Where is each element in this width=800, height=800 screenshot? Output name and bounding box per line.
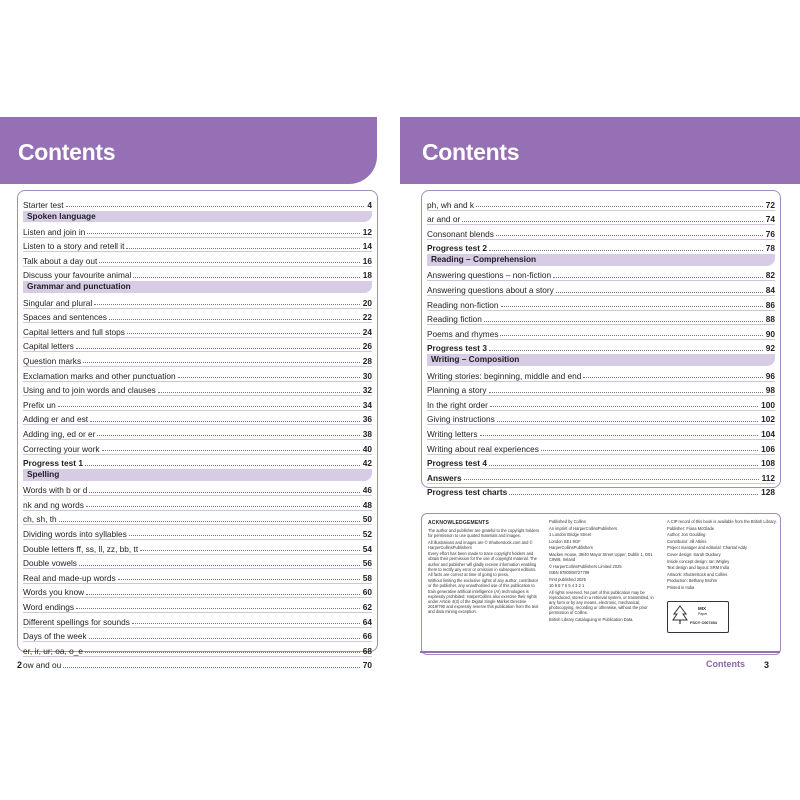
toc-entry: [23, 525, 372, 540]
toc-entry-label: Using and to join words and clauses: [23, 385, 156, 396]
dot-leader: [133, 277, 359, 278]
dot-leader: [89, 638, 360, 639]
toc-entry: [23, 267, 372, 281]
toc-entry-label: Listen and join in: [23, 226, 86, 237]
toc-entry-page: 48: [362, 499, 372, 510]
toc-entry-label: Writing about real experiences: [427, 443, 539, 454]
toc-entry-page: 104: [761, 428, 775, 439]
toc-entry: [427, 325, 775, 340]
toc-entry: [23, 584, 372, 599]
toc-entry: [23, 628, 372, 643]
credits-column: [667, 519, 777, 592]
toc-entry-label: nk and ng words: [23, 499, 84, 510]
toc-entry: [23, 569, 372, 584]
acknowledgement-text: Artwork: Shutterstock and Collins: [667, 571, 728, 577]
dot-leader: [89, 492, 359, 493]
toc-entry-label: Consonant blends: [427, 228, 494, 239]
toc-entry: [23, 540, 372, 555]
toc-entry-label: Progress test 3: [427, 343, 487, 354]
contents-list: [23, 196, 372, 670]
section-header: Grammar and punctuation: [23, 281, 372, 293]
acknowledgement-text: Project manager and editorial: Chantal Addy: [667, 545, 748, 551]
toc-entry-label: Talk about a day out: [23, 255, 98, 266]
acknowledgements-title: ACKNOWLEDGEMENTS: [428, 520, 489, 526]
toc-entry-page: 84: [765, 285, 775, 296]
toc-entry-page: 82: [765, 270, 775, 281]
toc-entry-page: 42: [362, 458, 372, 469]
toc-entry-label: Progress test 4: [427, 458, 487, 469]
toc-entry: [23, 396, 372, 411]
page-number: 2: [17, 660, 23, 670]
dot-leader: [501, 306, 763, 307]
dot-leader: [496, 235, 763, 236]
toc-entry-page: 102: [761, 414, 775, 425]
contents-box: [421, 190, 781, 498]
toc-entry-page: 62: [362, 601, 372, 612]
toc-entry-page: 20: [362, 297, 372, 308]
toc-entry: [23, 196, 372, 210]
contents-banner: [0, 117, 377, 184]
dot-leader: [509, 494, 758, 495]
publisher-column: [549, 519, 659, 624]
toc-entry-label: Singular and plural: [23, 297, 93, 308]
toc-entry: [427, 367, 775, 382]
toc-entry-label: In the right order: [427, 399, 488, 410]
dot-leader: [489, 350, 763, 351]
acknowledgements-box: [421, 513, 781, 655]
toc-entry-label: Progress test 2: [427, 243, 487, 254]
toc-entry-label: ar and or: [427, 214, 461, 225]
toc-entry-page: 72: [765, 199, 775, 210]
acknowledgement-text: Every effort has been made to trace copyright holders and obtain their permission for the use of copyright material. The author and publisher will gladly receive information enabling them to rectify any error or omission in subsequent editions. All facts are correct at time of going to press.: [428, 551, 537, 577]
toc-entry-page: 50: [362, 514, 372, 525]
toc-entry-label: Correcting your work: [23, 443, 100, 454]
toc-entry-page: 92: [765, 343, 775, 354]
toc-entry-page: 90: [765, 328, 775, 339]
toc-entry-label: Planning a story: [427, 385, 487, 396]
toc-entry: [427, 484, 775, 498]
toc-entry: [427, 469, 775, 484]
toc-entry-page: 74: [765, 214, 775, 225]
toc-entry-page: 68: [362, 645, 372, 656]
dot-leader: [497, 421, 758, 422]
toc-entry-label: Double vowels: [23, 558, 77, 569]
toc-entry-page: 64: [362, 616, 372, 627]
acknowledgement-text: Macken House, 39/40 Mayor Street Upper, Dublin 1, D01 C9W8, Ireland: [549, 551, 653, 563]
toc-entry-page: 28: [362, 355, 372, 366]
toc-entry-page: 54: [362, 543, 372, 554]
toc-entry-page: 58: [362, 572, 372, 583]
fsc-paper-label: Paper: [698, 612, 708, 616]
toc-entry: [23, 511, 372, 526]
toc-entry: [427, 340, 775, 354]
toc-entry-label: Reading fiction: [427, 314, 482, 325]
dot-leader: [500, 335, 762, 336]
dot-leader: [83, 362, 360, 363]
dot-leader: [79, 565, 360, 566]
toc-entry: [23, 555, 372, 570]
toc-entry-page: 12: [362, 226, 372, 237]
acknowledgement-text: Cover design: Sarah Duxbury: [667, 551, 721, 557]
toc-entry-label: Progress test charts: [427, 487, 508, 498]
toc-entry-label: Spaces and sentences: [23, 312, 107, 323]
dot-leader: [490, 406, 758, 407]
page-title: Contents: [422, 139, 520, 165]
contents-box: [17, 190, 378, 671]
acknowledgement-text: Contributor: Jill Atkins: [667, 538, 707, 544]
dot-leader: [85, 465, 360, 466]
toc-entry-label: ch, sh, th: [23, 514, 57, 525]
toc-entry: [23, 613, 372, 628]
acknowledgement-text: HarperCollinsPublishers: [549, 545, 593, 551]
toc-entry-label: Answering questions – non-fiction: [427, 270, 552, 281]
toc-entry-page: 70: [362, 660, 372, 671]
toc-entry: [23, 367, 372, 382]
toc-entry-page: 40: [362, 443, 372, 454]
toc-entry-label: Days of the week: [23, 631, 87, 642]
dot-leader: [63, 667, 359, 668]
toc-entry-label: er, ir, ur; oa, o_e: [23, 645, 83, 656]
toc-entry-label: Answers: [427, 472, 462, 483]
toc-entry: [23, 425, 372, 440]
toc-entry-label: Writing letters: [427, 428, 478, 439]
toc-entry-label: Listen to a story and retell it: [23, 241, 125, 252]
dot-leader: [480, 435, 759, 436]
toc-entry-page: 18: [362, 270, 372, 281]
toc-entry: [23, 338, 372, 353]
dot-leader: [541, 450, 758, 451]
dot-leader: [97, 435, 359, 436]
toc-entry-page: 14: [362, 241, 372, 252]
dot-leader: [94, 304, 360, 305]
acknowledgement-text: 10 9 8 7 6 5 4 3 2 1: [549, 583, 585, 589]
toc-entry-page: 24: [362, 326, 372, 337]
toc-entry-label: Question marks: [23, 355, 82, 366]
dot-leader: [553, 277, 763, 278]
toc-entry: [427, 281, 775, 296]
dot-leader: [76, 608, 360, 609]
toc-entry: [427, 382, 775, 397]
dot-leader: [66, 206, 365, 207]
toc-entry-page: 16: [362, 255, 372, 266]
toc-entry-page: 34: [362, 399, 372, 410]
toc-entry-label: Answering questions about a story: [427, 285, 554, 296]
dot-leader: [132, 623, 360, 624]
toc-entry-label: Words with b or d: [23, 485, 88, 496]
toc-entry: [23, 657, 372, 671]
toc-entry-label: Poems and rhymes: [427, 328, 499, 339]
acknowledgement-text: © HarperCollinsPublishers Limited 2025: [549, 563, 622, 569]
toc-entry: [427, 396, 775, 411]
dot-leader: [489, 392, 763, 393]
acknowledgement-text: Author: Jon Goulding: [667, 532, 706, 538]
acknowledgement-text: First published 2025: [549, 576, 586, 582]
toc-entry-label: Reading non-fiction: [427, 299, 499, 310]
fsc-mix-label: MIX: [698, 606, 707, 611]
acknowledgement-text: All illustrations and images are © Shutterstock.com and © HarperCollinsPublishers: [428, 539, 533, 550]
acknowledgement-text: All rights reserved. No part of this publication may be reproduced, stored in a retrieval system, or transmitted, in any form or by any means, electronic, mechanical, photocopying, recording or otherwise, without the prior permission of Collins.: [549, 590, 654, 616]
toc-entry: [23, 598, 372, 613]
dot-leader: [109, 319, 360, 320]
dot-leader: [76, 348, 360, 349]
dot-leader: [489, 465, 758, 466]
acknowledgement-text: Without limiting the exclusive rights of any author, contributor or the publisher, any unauthorised use of this publication to train generative artificial intelligence (AI) technologies is expressly prohibited. HarperCollins also exercise their rights under Article 4(3) of the Digital Single Market Directive 2019/790 and expressly reserve this publication from the text and data mining exception.: [428, 578, 539, 614]
toc-entry-label: Real and made-up words: [23, 572, 116, 583]
toc-entry-label: Progress test 1: [23, 458, 83, 469]
toc-entry-page: 108: [761, 458, 775, 469]
acknowledgement-text: Inside concept design: Ian Wrigley: [667, 558, 730, 564]
toc-entry: [23, 440, 372, 455]
toc-entry-page: 78: [765, 243, 775, 254]
footer-rule: [420, 651, 780, 653]
dot-leader: [462, 221, 763, 222]
dot-leader: [129, 535, 360, 536]
toc-entry: [23, 382, 372, 397]
dot-leader: [90, 421, 360, 422]
toc-entry-label: Discuss your favourite animal: [23, 270, 132, 281]
dot-leader: [556, 292, 763, 293]
toc-entry-page: 32: [362, 385, 372, 396]
toc-entry-page: 30: [362, 370, 372, 381]
contents-banner: [400, 117, 800, 184]
fsc-tree-icon: [672, 605, 688, 625]
toc-entry-page: 52: [362, 528, 372, 539]
dot-leader: [58, 406, 360, 407]
dot-leader: [140, 550, 360, 551]
toc-entry-page: 38: [362, 428, 372, 439]
toc-entry-page: 88: [765, 314, 775, 325]
toc-entry-page: 56: [362, 558, 372, 569]
dot-leader: [476, 206, 763, 207]
dot-leader: [87, 233, 359, 234]
toc-entry: [427, 196, 775, 211]
toc-entry-page: 4: [367, 199, 372, 210]
dot-leader: [484, 321, 763, 322]
dot-leader: [583, 377, 762, 378]
toc-entry-label: Giving instructions: [427, 414, 495, 425]
toc-entry-page: 66: [362, 631, 372, 642]
dot-leader: [102, 450, 360, 451]
dot-leader: [489, 250, 763, 251]
toc-entry: [23, 238, 372, 253]
toc-entry-page: 46: [362, 485, 372, 496]
acknowledgement-text: Printed in India: [667, 584, 695, 590]
toc-entry: [23, 455, 372, 469]
toc-entry-label: Starter test: [23, 199, 64, 210]
acknowledgement-text: Text design and layout: SRM India: [667, 565, 730, 571]
dot-leader: [126, 248, 359, 249]
contents-list: [427, 196, 775, 497]
toc-entry-page: 22: [362, 312, 372, 323]
acknowledgement-text: A CIP record of this book is available from the British Library.: [667, 519, 777, 524]
toc-entry-label: Prefix un: [23, 399, 56, 410]
right-page: [400, 0, 800, 800]
toc-entry: [427, 311, 775, 326]
toc-entry-label: Word endings: [23, 601, 75, 612]
toc-entry-label: Adding er and est: [23, 414, 89, 425]
toc-entry: [427, 411, 775, 426]
fsc-code: FSC® C007454: [690, 621, 717, 625]
acknowledgement-text: Published by Collins: [549, 519, 586, 524]
toc-entry-label: Different spellings for sounds: [23, 616, 130, 627]
toc-entry: [23, 496, 372, 511]
toc-entry-label: ow and ou: [23, 660, 62, 671]
toc-entry-page: 98: [765, 385, 775, 396]
toc-entry-label: Capital letters and full stops: [23, 326, 125, 337]
dot-leader: [85, 652, 360, 653]
dot-leader: [127, 333, 360, 334]
toc-entry-label: Writing stories: beginning, middle and end: [427, 370, 582, 381]
toc-entry: [427, 267, 775, 282]
acknowledgement-text: London SE1 9GF: [549, 538, 581, 544]
toc-entry-page: 112: [761, 472, 775, 483]
toc-entry: [427, 455, 775, 470]
dot-leader: [86, 594, 360, 595]
acknowledgement-text: Publisher: Fiona McGlade: [667, 525, 715, 531]
toc-entry-page: 100: [761, 399, 775, 410]
toc-entry: [427, 225, 775, 240]
toc-entry-page: 96: [765, 370, 775, 381]
acknowledgement-text: An imprint of HarperCollinsPublishers: [549, 525, 618, 531]
dot-leader: [464, 479, 759, 480]
toc-entry: [427, 211, 775, 226]
toc-entry-page: 36: [362, 414, 372, 425]
toc-entry-page: 86: [765, 299, 775, 310]
section-header: Writing – Composition: [427, 354, 775, 366]
toc-entry-label: Exclamation marks and other punctuation: [23, 370, 176, 381]
toc-entry-label: Double letters ff, ss, ll, zz, bb, tt: [23, 543, 139, 554]
fsc-logo: [667, 601, 729, 633]
toc-entry-page: 106: [761, 443, 775, 454]
toc-entry-label: Dividing words into syllables: [23, 528, 127, 539]
toc-entry: [427, 425, 775, 440]
footer-label: Contents: [706, 659, 745, 669]
toc-entry: [23, 309, 372, 324]
page-number: 3: [764, 660, 770, 670]
toc-entry: [23, 482, 372, 497]
toc-entry: [23, 411, 372, 426]
toc-entry: [23, 352, 372, 367]
page-title: Contents: [18, 139, 116, 165]
section-header: Spelling: [23, 469, 372, 481]
toc-entry: [23, 323, 372, 338]
acknowledgement-text: The author and publisher are grateful to the copyright holders for permission to use quoted materials and images.: [428, 528, 540, 539]
toc-entry: [427, 440, 775, 455]
toc-entry-label: Adding ing, ed or er: [23, 428, 96, 439]
toc-entry-label: Capital letters: [23, 341, 74, 352]
acknowledgement-text: British Library Cataloguing in Publication Data.: [549, 617, 634, 622]
toc-entry-label: Words you know: [23, 587, 85, 598]
section-header: Spoken language: [23, 211, 372, 223]
acknowledgement-text: ISBN 9780008727789: [549, 570, 590, 576]
dot-leader: [59, 521, 360, 522]
dot-leader: [158, 392, 360, 393]
toc-entry: [23, 223, 372, 238]
toc-entry-label: ph, wh and k: [427, 199, 475, 210]
toc-entry-page: 60: [362, 587, 372, 598]
toc-entry: [427, 296, 775, 311]
acknowledgement-text: 1 London Bridge Street: [549, 532, 592, 538]
toc-entry-page: 76: [765, 228, 775, 239]
toc-entry: [23, 294, 372, 309]
toc-entry-page: 26: [362, 341, 372, 352]
section-header: Reading – Comprehension: [427, 254, 775, 266]
toc-entry: [23, 252, 372, 267]
dot-leader: [86, 506, 360, 507]
acknowledgement-text: Production: Bethany Brohm: [667, 578, 718, 584]
acknowledgements-column: [428, 528, 540, 616]
toc-entry-page: 128: [761, 487, 775, 498]
dot-leader: [178, 377, 360, 378]
dot-leader: [99, 262, 360, 263]
toc-entry: [427, 240, 775, 254]
dot-leader: [118, 579, 360, 580]
toc-entry: [23, 642, 372, 657]
